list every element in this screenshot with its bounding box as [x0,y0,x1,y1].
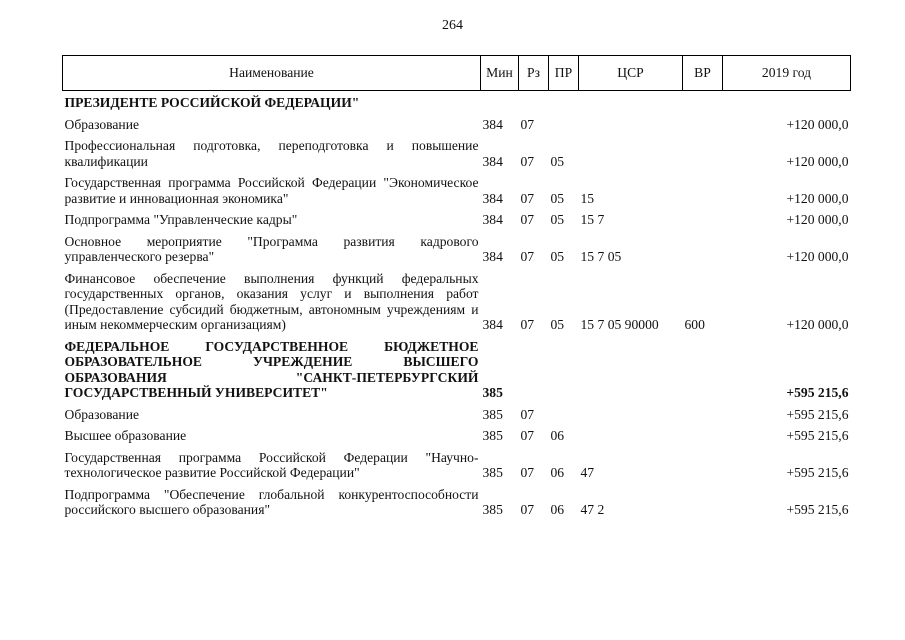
row-csr: 15 7 05 [580,249,622,264]
table-header [63,56,851,91]
row-amount: +595 215,6 [786,428,849,443]
row-vr [683,487,723,524]
row-amount: +595 215,6 [786,385,849,400]
row-csr [579,91,683,117]
row-amount: +120 000,0 [786,190,849,206]
header-csr: ЦСР [579,56,683,91]
row-min [481,91,519,117]
row-amount: +120 000,0 [786,249,849,264]
row-csr [579,407,683,429]
row-rz [519,91,549,117]
row-rz: 07 [520,428,535,443]
row-amount: +595 215,6 [786,502,849,517]
header-year: 2019 год [723,56,851,91]
row-name: Образование [64,406,140,422]
page-number: 264 [442,18,463,33]
table-row [63,428,851,450]
row-pr: 05 [550,317,565,332]
row-rz: 07 [520,249,535,264]
row-min: 385 [482,502,503,517]
header-pr: ПР [549,56,579,91]
row-pr: 05 [550,190,565,206]
row-vr [683,175,723,212]
row-name: Высшее образование [64,428,187,443]
row-vr [683,428,723,450]
row-vr [683,234,723,271]
row-pr: 05 [550,249,565,264]
row-name: Основное мероприятие "Программа развития кадрового управленческого резерва" [64,233,479,264]
row-amount: +120 000,0 [786,212,849,227]
table-row [63,175,851,212]
row-rz [519,339,549,407]
row-csr: 15 7 [580,212,605,227]
row-vr [683,339,723,407]
table-row [63,271,851,339]
row-pr [549,407,579,429]
row-amount: +120 000,0 [786,153,849,169]
row-vr [683,450,723,487]
row-name: Государственная программа Российской Федерации "Научно-технологическое развитие Российской Федерации" [64,449,479,480]
table-row [63,212,851,234]
row-amount: +120 000,0 [786,317,849,332]
row-pr: 06 [550,465,565,480]
row-csr: 47 2 [580,502,605,517]
row-amount: +120 000,0 [786,116,849,132]
row-amount: +595 215,6 [786,406,849,422]
row-pr [549,91,579,117]
row-name: ФЕДЕРАЛЬНОЕ ГОСУДАРСТВЕННОЕ БЮДЖЕТНОЕ ОБРАЗОВАТЕЛЬНОЕ УЧРЕЖДЕНИЕ ВЫСШЕГО ОБРАЗОВАНИЯ "САНКТ-ПЕТЕРБУРГСКИЙ ГОСУДАРСТВЕННЫЙ УНИВЕРСИТЕТ" [64,338,479,400]
row-name: Подпрограмма "Управленческие кадры" [64,212,298,227]
row-vr [683,407,723,429]
row-name: Профессиональная подготовка, переподготовка и повышение квалификации [64,138,479,169]
row-rz: 07 [520,465,535,480]
table-body [63,91,851,524]
table-row [63,407,851,429]
row-name: Подпрограмма "Обеспечение глобальной конкурентоспособности российского высшего образования" [64,486,479,517]
row-min: 385 [482,385,503,400]
row-name: ПРЕЗИДЕНТЕ РОССИЙСКОЙ ФЕДЕРАЦИИ" [64,95,360,110]
row-rz: 07 [520,212,535,227]
row-min: 384 [482,212,503,227]
row-min: 384 [482,317,503,332]
row-min: 384 [482,190,503,206]
header-name: Наименование [63,56,481,91]
row-min: 384 [482,153,503,169]
row-csr [579,428,683,450]
row-pr: 06 [550,428,565,443]
row-rz: 07 [520,317,535,332]
row-rz: 07 [520,502,535,517]
table-row [63,339,851,407]
table-row [63,234,851,271]
row-pr: 06 [550,502,565,517]
row-rz: 07 [520,153,535,169]
row-amount: +595 215,6 [786,465,849,480]
table-row [63,450,851,487]
row-name: Образование [64,116,140,132]
row-rz: 07 [520,116,535,132]
row-vr [683,212,723,234]
row-min: 385 [482,406,503,422]
row-csr [579,117,683,139]
row-name: Государственная программа Российской Федерации "Экономическое развитие и инновационная экономика" [64,175,479,206]
row-pr [549,117,579,139]
header-vr: ВР [683,56,723,91]
row-min: 385 [482,428,503,443]
table-row [63,117,851,139]
row-amount [723,91,851,117]
row-vr [683,91,723,117]
row-rz: 07 [520,190,535,206]
row-pr: 05 [550,212,565,227]
row-rz: 07 [520,406,535,422]
table-row [63,138,851,175]
row-csr: 15 7 05 90000 [580,317,659,332]
table-row [63,487,851,524]
header-min: Мин [481,56,519,91]
row-csr [579,138,683,175]
row-min: 385 [482,465,503,480]
header-rz: Рз [519,56,549,91]
budget-table [62,55,851,524]
row-vr [683,138,723,175]
row-pr [549,339,579,407]
row-vr: 600 [684,317,705,332]
row-pr: 05 [550,153,565,169]
row-vr [683,117,723,139]
row-csr: 15 [580,190,595,206]
row-csr: 47 [580,465,595,480]
row-min: 384 [482,249,503,264]
row-min: 384 [482,116,503,132]
row-csr [579,339,683,407]
table-row [63,91,851,117]
row-name: Финансовое обеспечение выполнения функций федеральных государственных органов, оказания услуг и выполнения работ (Предоставление субсидий бюджетным, автономным учреждениям и иным некоммерческим организациям) [64,270,479,332]
